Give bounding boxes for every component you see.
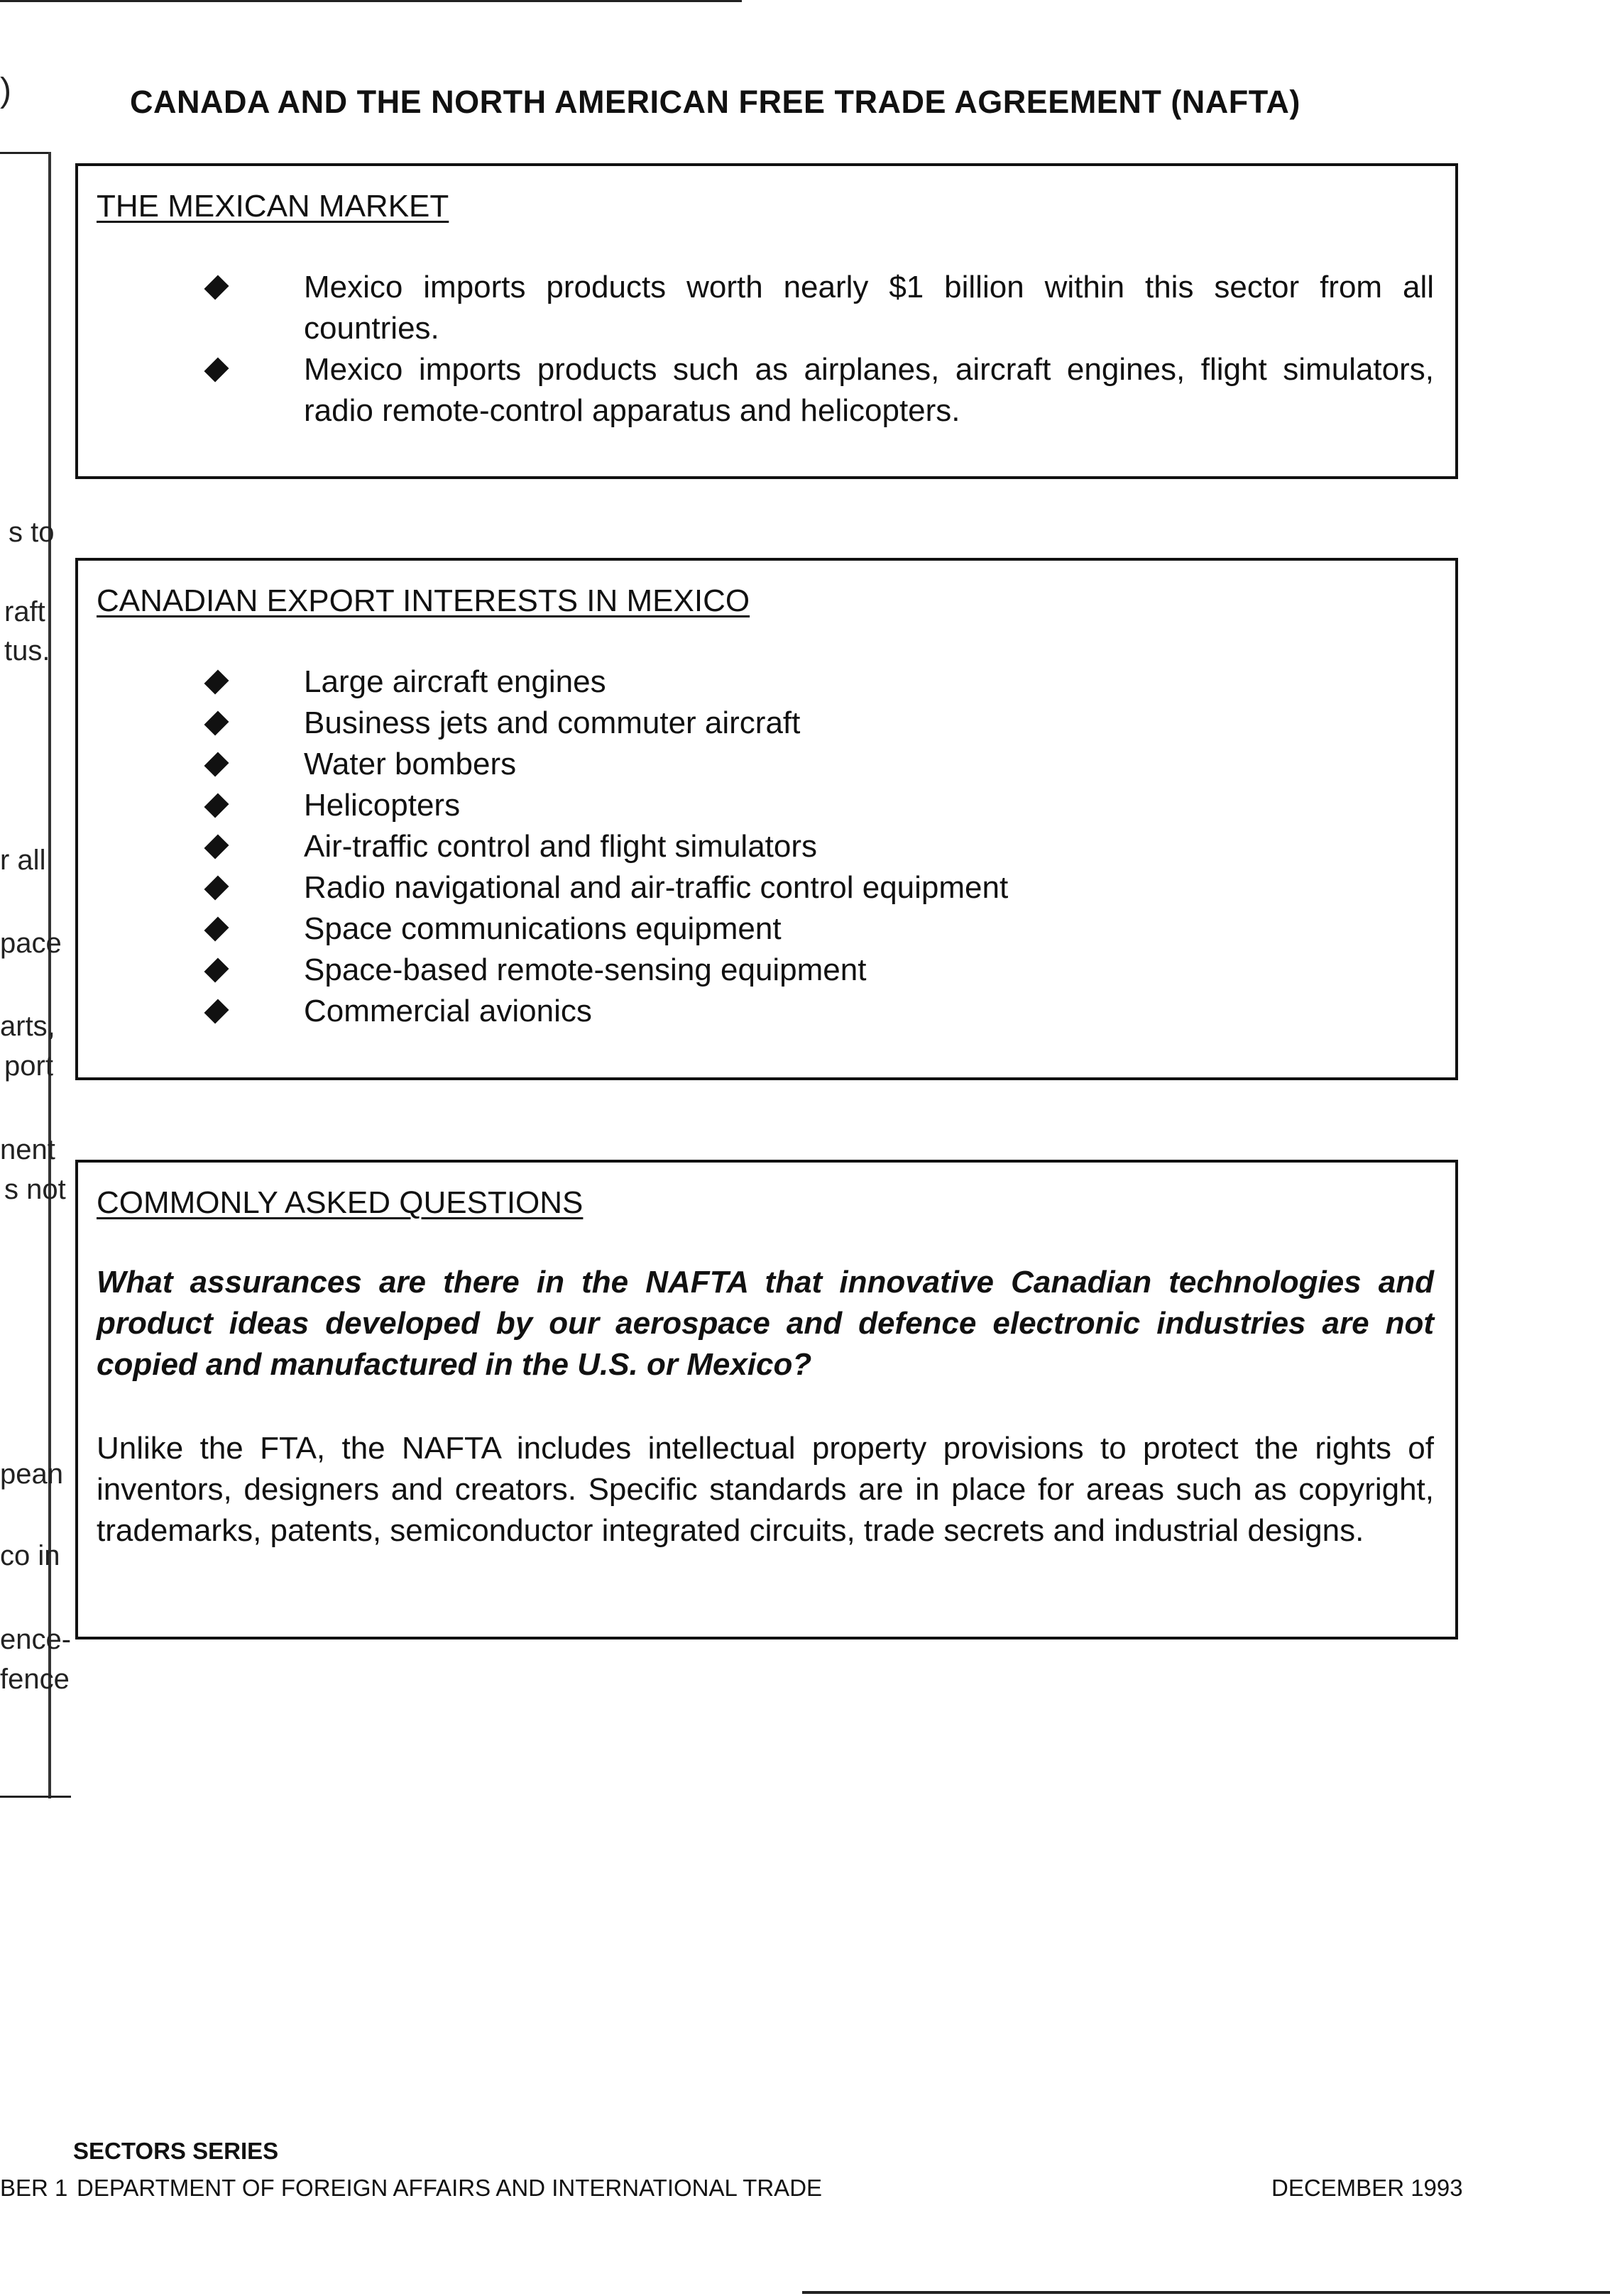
export-interests-box	[75, 558, 1458, 1080]
left-fragment: s to	[9, 517, 55, 548]
list-item: Space communications equipment	[78, 908, 1455, 950]
list-item: Business jets and commuter aircraft	[78, 703, 1455, 744]
diamond-bullet-icon	[204, 669, 229, 694]
left-fragment: pace	[0, 928, 62, 959]
mexican-market-list	[78, 267, 1455, 432]
diamond-bullet-icon	[204, 875, 229, 900]
list-item: Helicopters	[78, 785, 1455, 826]
left-fragment: pean	[0, 1459, 63, 1490]
document-title: CANADA AND THE NORTH AMERICAN FREE TRADE AGREEMENT (NAFTA)	[130, 84, 1300, 120]
list-item: Large aircraft engines	[78, 661, 1455, 703]
diamond-bullet-icon	[204, 357, 229, 382]
diamond-bullet-icon	[204, 710, 229, 735]
mexican-market-box	[75, 163, 1458, 479]
scan-top-line	[0, 0, 742, 2]
footer-left-fragment: BER 1	[0, 2175, 68, 2201]
left-fragment: arts,	[0, 1011, 55, 1042]
mexican-market-heading: THE MEXICAN MARKET	[97, 189, 449, 224]
diamond-bullet-icon	[204, 752, 229, 776]
export-interests-heading: CANADIAN EXPORT INTERESTS IN MEXICO	[97, 583, 750, 618]
diamond-bullet-icon	[204, 999, 229, 1023]
list-item: Radio navigational and air-traffic control equipment	[78, 867, 1455, 908]
list-item: Mexico imports products such as airplanes, aircraft engines, flight simulators, radio remote-control apparatus and helicopters.	[78, 349, 1455, 432]
list-item: Air-traffic control and flight simulators	[78, 826, 1455, 867]
left-fragment: port	[4, 1050, 53, 1082]
scan-bottom-line	[802, 2291, 1610, 2294]
left-fragment: fence	[0, 1664, 70, 1695]
left-fragment: s not	[4, 1174, 66, 1205]
footer-department: DEPARTMENT OF FOREIGN AFFAIRS AND INTERNATIONAL TRADE	[77, 2175, 823, 2201]
questions-heading: COMMONLY ASKED QUESTIONS	[97, 1185, 584, 1220]
questions-box	[75, 1160, 1458, 1639]
left-fragment: co in	[0, 1540, 60, 1571]
answer-text: Unlike the FTA, the NAFTA includes intellectual property provisions to protect the rights of inventors, designers and creators. Specific standards are in place for areas such as copyright, trademarks, patents, semiconductor integrated circuits, trade secrets and industrial designs.	[97, 1431, 1434, 1548]
left-page-bottom-rule	[0, 1796, 71, 1798]
left-fragment: tus.	[4, 635, 50, 666]
list-item: Commercial avionics	[78, 991, 1455, 1032]
list-item: Space-based remote-sensing equipment	[78, 950, 1455, 991]
export-interests-list	[78, 661, 1455, 1032]
footer-series: SECTORS SERIES	[73, 2138, 279, 2164]
question-text: What assurances are there in the NAFTA that innovative Canadian technologies and product ideas developed by our aerospace and defence electronic industries are not copied and manufactured in the U.S. or Mexico?	[97, 1265, 1434, 1382]
diamond-bullet-icon	[204, 834, 229, 859]
left-fragment: nent	[0, 1134, 55, 1165]
diamond-bullet-icon	[204, 275, 229, 300]
diamond-bullet-icon	[204, 916, 229, 941]
list-item: Water bombers	[78, 744, 1455, 785]
diamond-bullet-icon	[204, 793, 229, 818]
left-fragment: raft	[4, 596, 45, 627]
left-page-bracket	[0, 152, 50, 154]
diamond-bullet-icon	[204, 957, 229, 982]
footer-date: DECEMBER 1993	[1271, 2175, 1463, 2201]
list-item: Mexico imports products worth nearly $1 billion within this sector from all countries.	[78, 267, 1455, 349]
page-edge-mark: )	[0, 72, 11, 109]
left-fragment: ence-	[0, 1624, 72, 1655]
left-fragment: r all	[0, 845, 46, 876]
